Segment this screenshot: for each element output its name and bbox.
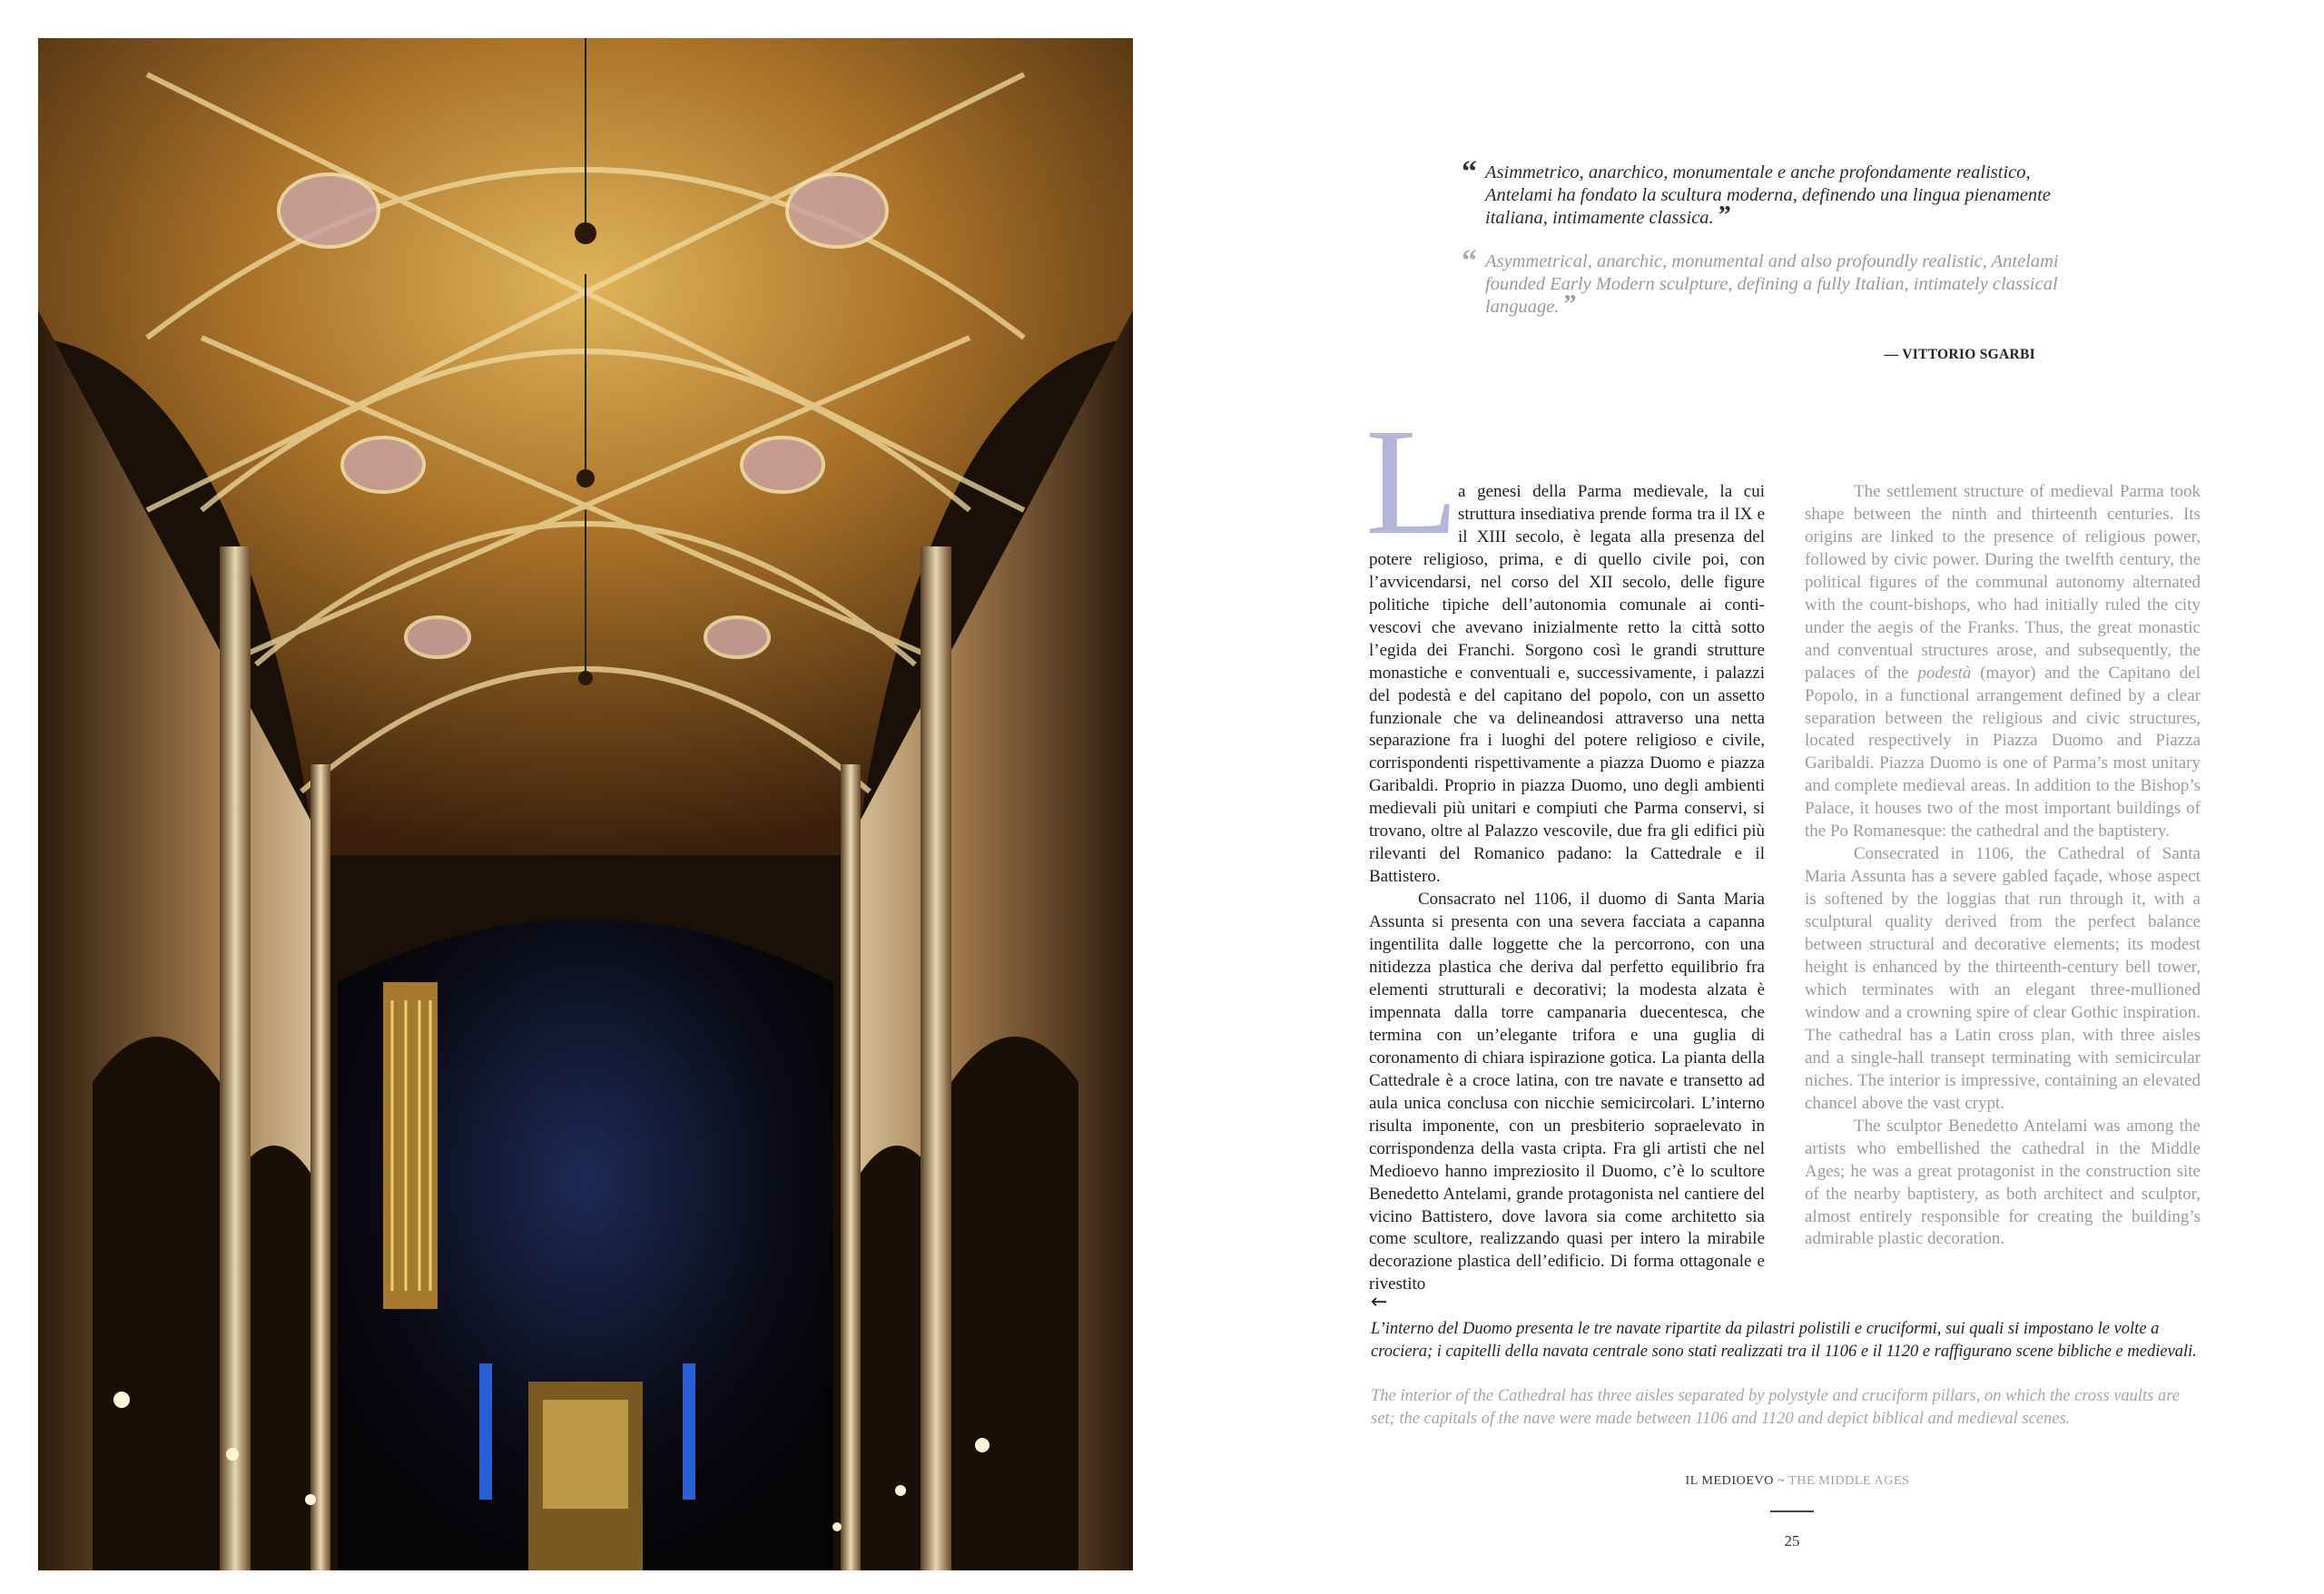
caption-italian-text: L’interno del Duomo presenta le tre navate ripartite da pilastri polistili e cruciformi, sui quali si impostano le volte a crociera; i capitelli della navata centrale sono stati realizzati tra il 1106 e il 1120 e raffigurano scene bibliche e medievali. (1371, 1320, 2197, 1361)
body-english-column (1805, 481, 2201, 1251)
body-english-paragraph (1805, 481, 2201, 843)
section-title-italian: IL MEDIOEVO (1685, 1474, 1774, 1488)
cathedral-interior-illustration (38, 38, 1133, 1570)
body-italian-column (1369, 481, 1765, 1296)
caption-english (1371, 1385, 2199, 1431)
section-separator: ~ (1777, 1474, 1786, 1488)
running-footer (1543, 1474, 2052, 1489)
section-title-english: THE MIDDLE AGES (1788, 1474, 1910, 1488)
left-arrow-icon: ← (1371, 1291, 1388, 1314)
close-quote-mark: ” (1563, 290, 1577, 319)
quote-italian-text: Asimmetrico, anarchico, monumentale e anche profondamente realistico, Antelami ha fondato la scultura moderna, definendo una lingua pienamente italiana, intimamente classica. (1485, 162, 2051, 228)
caption-english-text: The interior of the Cathedral has three aisles separated by polystyle and cruciform pillars, on which the cross vaults are set; the capitals of the nave were made between 1106 and 1120 and depict biblical and medieval scenes. (1371, 1387, 2180, 1428)
quote-italian (1462, 155, 2075, 230)
body-english-italic-term: podestà (1917, 663, 1972, 683)
open-quote-mark: “ (1462, 155, 1477, 189)
quote-english-text: Asymmetrical, anarchic, monumental and also profoundly realistic, Antelami founded Early Modern sculpture, defining a fully Italian, intimately classical language. (1485, 251, 2059, 317)
open-quote-mark: “ (1462, 244, 1477, 278)
body-italian-paragraph: a genesi della Parma medievale, la cui struttura insediativa prende forma tra il IX e il XIII secolo, è legata alla presenza del potere religioso, prima, e di quello civile poi, con l’avvicendarsi, nel corso del XII secolo, delle figure politiche tipiche dell’autonomia comunale ai conti-vescovi che avevano inizialmente retto la città sotto l’egida dei Franchi. Sorgono così le grandi strutture monastiche e conventuali e, successivamente, i palazzi del podestà e del capitano del popolo, con un assetto funzionale che va delineandosi attraverso una netta separazione fra i luoghi del potere religioso e civile, corrispondenti rispettivamente a piazza Duomo e piazza Garibaldi. Proprio in piazza Duomo, uno degli ambienti medievali più unitari e compiuti che Parma conservi, si trovano, oltre al Palazzo vescovile, due fra gli edifici più rilevanti del Romanico padano: la Cattedrale e il Battistero. (1369, 482, 1765, 887)
body-italian-paragraph: Consacrato nel 1106, il duomo di Santa Maria Assunta si presenta con una severa facciata a capanna ingentilita dalle loggette che la percorrono, con una nitidezza plastica che deriva dal perfetto equilibrio fra elementi strutturali e decorativi; la modesta alzata è impennata dalla torre campanaria duecentesca, che termina con un’elegante trifora e una guglia di coronamento di chiara ispirazione gotica. La pianta della Cattedrale è a croce latina, con tre navate e transetto ad aula unica conclusa con nicchie semicircolari. L’interno risulta imponente, con un presbiterio sopraelevato in corrispondenza della vasta cripta. Fra gli artisti che nel Medioevo hanno impreziosito il Duomo, c’è lo scultore Benedetto Antelami, grande protagonista nel cantiere del vicino Battistero, dove lavora sia come architetto sia come scultore, realizzando quasi per intero la mirabile decorazione plastica dell’edificio. Di forma ottagonale e rivestito (1369, 890, 1765, 1294)
quote-author: — VITTORIO SGARBI (1884, 347, 2035, 362)
body-english-text: The settlement structure of medieval Parma took shape between the ninth and thirteenth centuries. Its origins are linked to the presence of religious power, followed by civic power. During the twelfth century, the political figures of the communal autonomy alternated with the count-bishops, who had initially ruled the city under the aegis of the Franks. Thus, the great monastic and conventual structures arose, and subsequently, the palaces of the (1805, 482, 2201, 683)
cathedral-interior-photo (38, 38, 1133, 1570)
drop-cap: L (1365, 398, 1459, 566)
footer-rule (1770, 1510, 1814, 1512)
caption-italian (1371, 1318, 2199, 1363)
page-number: 25 (1784, 1532, 1800, 1550)
close-quote-mark: ” (1718, 202, 1731, 230)
body-english-paragraph: The sculptor Benedetto Antelami was among the artists who embellished the cathedral in the Middle Ages; he was a great protagonist in the construction site of the nearby baptistery, as both architect and sculptor, almost entirely responsible for creating the building’s admirable plastic decoration. (1805, 1116, 2201, 1249)
quote-english (1462, 244, 2075, 319)
body-english-paragraph: Consecrated in 1106, the Cathedral of Santa Maria Assunta has a severe gabled façade, whose aspect is softened by the loggias that run through it, with a sculptural quality derived from the perfect balance between structural and decorative elements; its modest height is enhanced by the thirteenth-century bell tower, which terminates with an elegant three-mullioned window and a crowning spire of clear Gothic inspiration. The cathedral has a Latin cross plan, with three aisles and a single-hall transept terminating with semicircular niches. The interior is impressive, containing an elevated chancel above the vast crypt. (1805, 844, 2201, 1113)
body-english-text: (mayor) and the Capitano del Popolo, in a functional arrangement defined by a clear separation between the religious and civic structures, located respectively in Piazza Duomo and Piazza Garibaldi. Piazza Duomo is one of Parma’s most unitary and complete medieval areas. In addition to the Bishop’s Palace, it houses two of the most important buildings of the Po Romanesque: the cathedral and the baptistery. (1805, 663, 2201, 841)
